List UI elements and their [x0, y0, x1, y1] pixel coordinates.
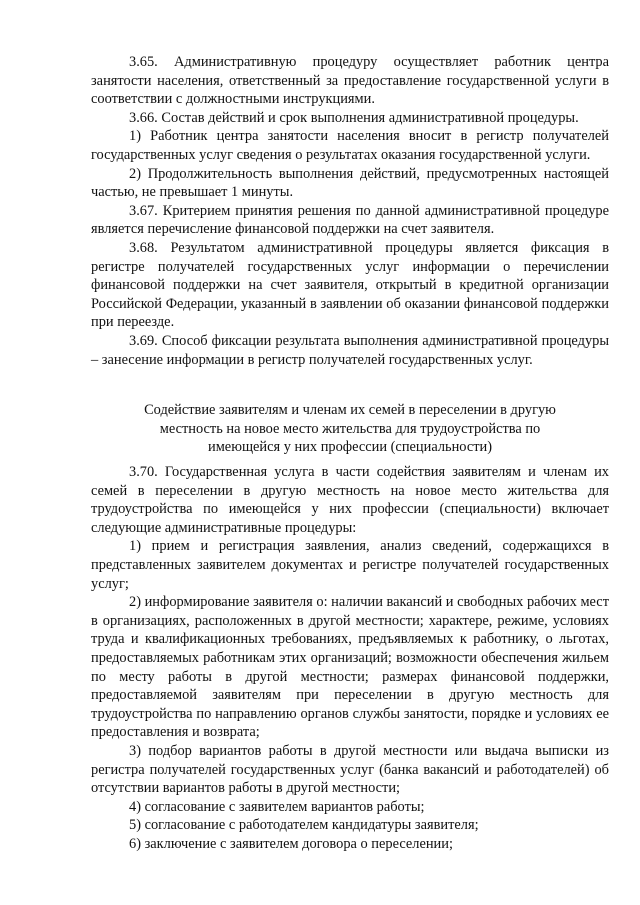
regulation-text-bottom — [91, 463, 609, 853]
section-heading-container — [91, 401, 609, 457]
paragraph-3-66: 3.66. Состав действий и срок выполнения административной процедуры. — [129, 109, 579, 126]
paragraph-3-65: 3.65. Административную процедуру осуществляет работник центра занятости населения, ответственный за предоставление государственной услуги в соответствии с должностными инструкциями. — [91, 54, 609, 108]
procedure-item-3: 3) подбор вариантов работы в другой местности или выдача выписки из регистра получателей государственных услуг (банка вакансий и работодателей) об отсутствии вариантов работы в другой местности; — [91, 742, 609, 797]
regulation-text-top — [91, 53, 609, 369]
paragraph-3-69: 3.69. Способ фиксации результата выполнения административной процедуры – занесение информации в регистр получателей государственных услуг. — [91, 332, 609, 368]
procedure-item-4: 4) согласование с заявителем вариантов работы; — [129, 798, 425, 815]
procedure-item-6: 6) заключение с заявителем договора о переселении; — [129, 835, 453, 852]
procedure-item-2: 2) информирование заявителя о: наличии вакансий и свободных рабочих мест в организациях, расположенных в другой местности; характере, режиме, условиях труда и квалификационных требованиях, предъявляемых к работнику, о льготах, предоставляемых работникам этих организаций; возможности обеспечения жильем по месту работы в другой местности; размерах финансовой поддержки, предоставляемой заявителям при переселении в другую местность для трудоустройства по направлению органов службы занятости, порядке и условиях ее предоставления и возврата; — [91, 594, 609, 741]
paragraph-3-67: 3.67. Критерием принятия решения по данной административной процедуре является перечисление финансовой поддержки на счет заявителя. — [91, 202, 609, 238]
paragraph-3-66-item-1: 1) Работник центра занятости населения вносит в регистр получателей государственных услуг сведения о результатах оказания государственной услуги. — [91, 128, 609, 163]
paragraph-3-68: 3.68. Результатом административной процедуры является фиксация в регистре получателей государственных услуг информации о перечислении финансовой поддержки на счет заявителя, открытый в кредитной организации Российской Федерации, указанный в заявлении об оказании финансовой поддержки при переезде. — [91, 239, 609, 331]
procedure-item-1: 1) прием и регистрация заявления, анализ сведений, содержащихся в представленных заявителем документах и регистре получателей государственных услуг; — [91, 538, 609, 592]
paragraph-3-70: 3.70. Государственная услуга в части содействия заявителям и членам их семей в переселении в другую местность на новое место жительства для трудоустройства по имеющейся у них профессии (специальности) включает следующие административные процедуры: — [91, 464, 609, 536]
paragraph-3-66-item-2: 2) Продолжительность выполнения действий, предусмотренных настоящей частью, не превышает 1 минуты. — [91, 165, 609, 201]
section-heading: Содействие заявителям и членам их семей в переселении в другую местность на новое место жительства для трудоустройства по имеющейся у них профессии (специальности) — [144, 402, 556, 456]
procedure-item-5: 5) согласование с работодателем кандидатуры заявителя; — [129, 817, 479, 834]
